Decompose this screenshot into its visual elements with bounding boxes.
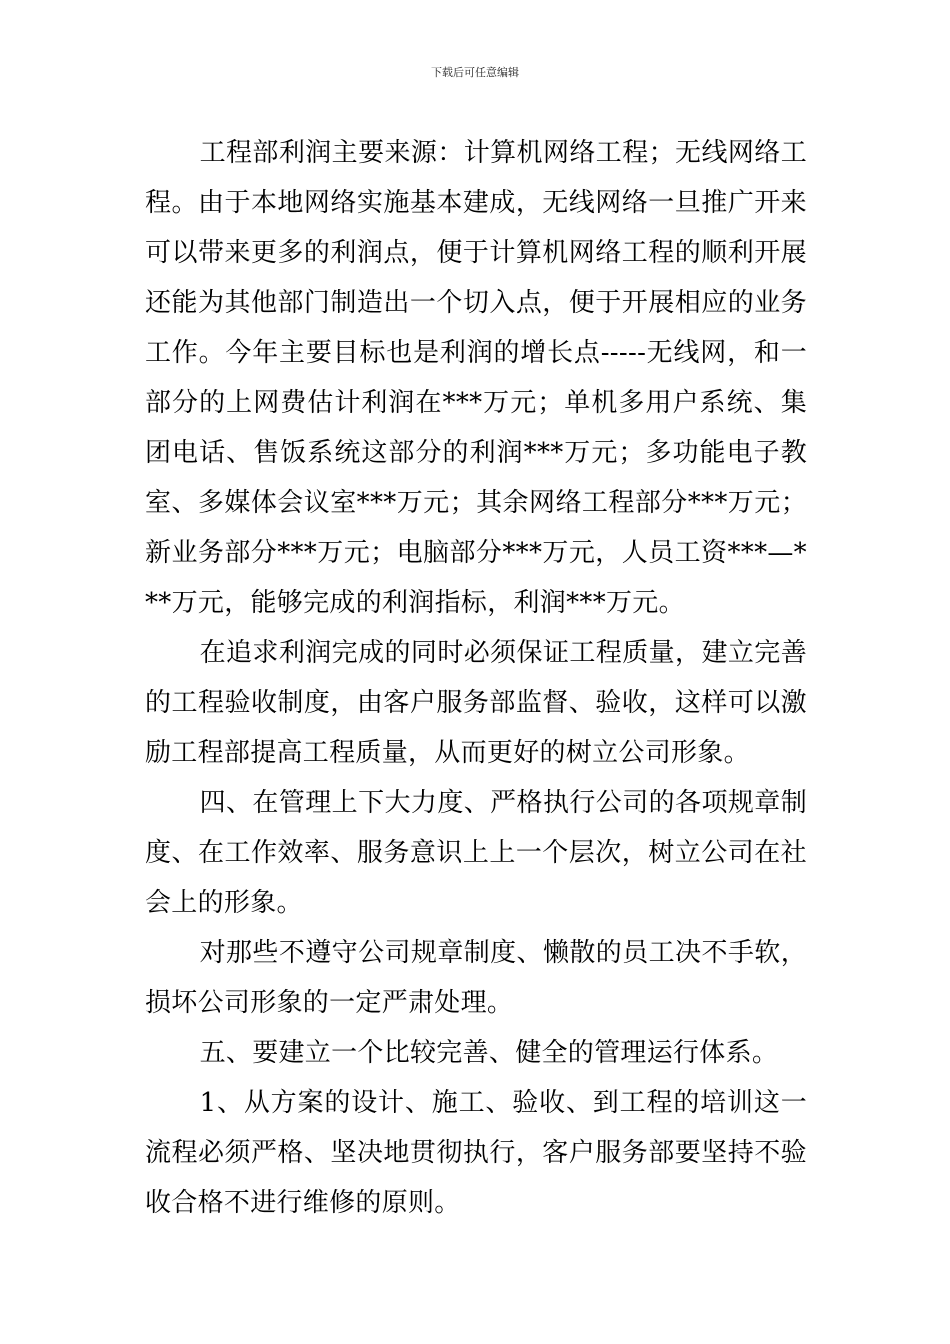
paragraph-profit-sources: 工程部利润主要来源：计算机网络工程；无线网络工程。由于本地网络实施基本建成，无线网络一旦推广开来可以带来更多的利润点，便于计算机网络工程的顺利开展还能为其他部门制造出一个切入点，便于开展相应的业务工作。今年主要目标也是利润的增长点-----无线网，和一部分的上网费估计利润在***万元；单机多用户系统、集团电话、售饭系统这部分的利润***万元；多功能电子教室、多媒体会议室***万元；其余网络工程部分***万元；新业务部分***万元；电脑部分***万元，人员工资***—***万元，能够完成的利润指标，利润***万元。 <box>145 138 807 618</box>
paragraph-management-system: 五、要建立一个比较完善、健全的管理运行体系。 <box>199 1038 779 1068</box>
document-body <box>145 128 807 1228</box>
paragraph-quality-assurance: 在追求利润完成的同时必须保证工程质量，建立完善的工程验收制度，由客户服务部监督、验收，这样可以激励工程部提高工程质量，从而更好的树立公司形象。 <box>145 638 807 768</box>
paragraph-management-rules: 四、在管理上下大力度、严格执行公司的各项规章制度、在工作效率、服务意识上上一个层次，树立公司在社会上的形象。 <box>145 788 807 918</box>
paragraph-discipline: 对那些不遵守公司规章制度、懒散的员工决不手软，损坏公司形象的一定严肃处理。 <box>145 938 807 1018</box>
paragraph-workflow: 1、从方案的设计、施工、验收、到工程的培训这一流程必须严格、坚决地贯彻执行，客户服务部要坚持不验收合格不进行维修的原则。 <box>145 1088 807 1218</box>
page-header-note: 下载后可任意编辑 <box>431 66 519 79</box>
